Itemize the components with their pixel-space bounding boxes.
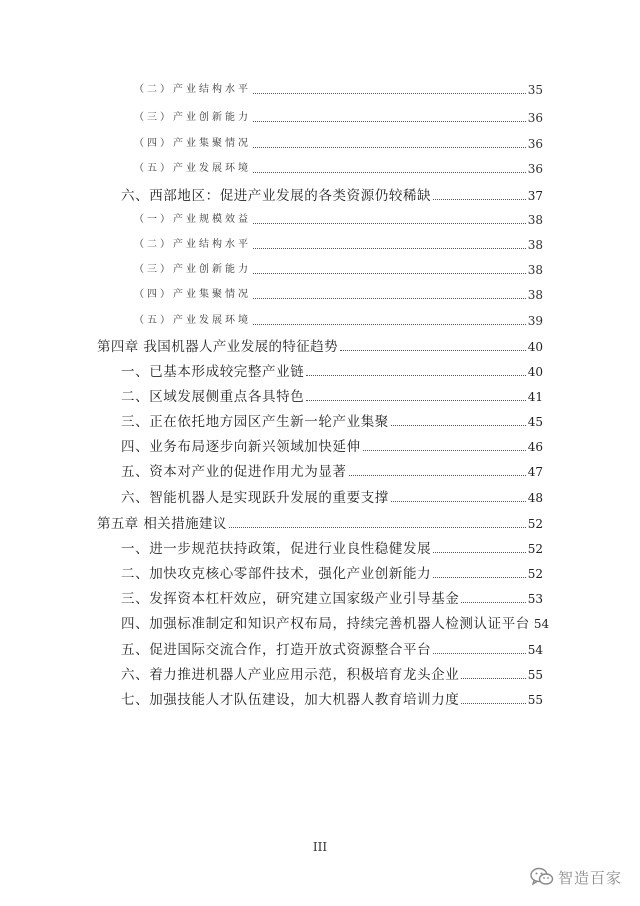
toc-entry-label: （二）产业结构水平 <box>134 84 251 95</box>
toc-entry <box>121 439 543 455</box>
toc-entry-label: 六、着力推进机器人产业应用示范，积极培育龙头企业 <box>121 667 460 683</box>
toc-leader-dots <box>433 652 526 654</box>
toc-entry-page: 36 <box>527 137 543 151</box>
toc-entry-label: （五）产业发展环境 <box>134 315 251 326</box>
toc-entry-page: 54 <box>533 617 550 631</box>
toc-entry-label: （五）产业发展环境 <box>134 163 251 174</box>
toc-leader-dots <box>340 349 526 351</box>
toc-entry-page: 39 <box>527 314 543 328</box>
toc-leader-dots <box>433 576 526 578</box>
toc-entry-label: 二、加快攻克核心零部件技术，强化产业创新能力 <box>121 566 432 582</box>
toc-leader-dots <box>253 297 526 299</box>
toc-entry-label: 七、加强技能人才队伍建设，加大机器人教育培训力度 <box>121 692 460 708</box>
toc-entry-label: 二、区域发展侧重点各具特色 <box>121 389 305 405</box>
toc-entry <box>134 313 543 329</box>
toc-entry <box>134 110 543 126</box>
toc-leader-dots <box>461 677 525 679</box>
toc-entry <box>97 516 543 532</box>
toc-entry <box>134 262 543 278</box>
toc-entry-page: 38 <box>527 213 543 227</box>
toc-entry-label: （四）产业集聚情况 <box>134 289 251 300</box>
toc-entry-label: （四）产业集聚情况 <box>134 138 251 149</box>
toc-entry-page: 55 <box>527 668 543 682</box>
toc-entry-label: （二）产业结构水平 <box>134 239 251 250</box>
page-number: III <box>312 840 328 854</box>
toc-entry-label: 第四章 我国机器人产业发展的特征趋势 <box>97 339 338 355</box>
toc-leader-dots <box>253 120 526 122</box>
toc-leader-dots <box>349 474 526 476</box>
toc-entry-page: 52 <box>527 567 543 581</box>
toc-entry <box>134 136 543 152</box>
toc-entry-label: 五、资本对产业的促进作用尤为显著 <box>121 464 347 480</box>
toc-entry <box>121 490 543 506</box>
toc-entry-page: 55 <box>527 693 543 707</box>
toc-entry-page: 36 <box>527 111 543 125</box>
wechat-icon <box>530 867 554 887</box>
toc-entry <box>134 82 543 98</box>
toc-entry-label: （一）产业规模效益 <box>134 214 251 225</box>
toc-entry-page: 40 <box>527 340 543 354</box>
toc-leader-dots <box>461 601 525 603</box>
toc-entry <box>121 642 543 658</box>
toc-entry <box>121 389 543 405</box>
toc-entry-page: 46 <box>527 440 543 454</box>
toc-entry-label: 六、西部地区：促进产业发展的各类资源仍较稀缺 <box>121 188 432 204</box>
toc-entry <box>121 541 543 557</box>
toc-entry-label: 四、加强标准制定和知识产权布局，持续完善机器人检测认证平台 <box>121 616 530 632</box>
toc-entry-page: 48 <box>527 491 543 505</box>
toc-entry-page: 53 <box>527 592 543 606</box>
toc-entry-page: 40 <box>527 365 543 379</box>
toc-leader-dots <box>253 171 526 173</box>
toc-entry <box>97 339 543 355</box>
toc-entry-page: 54 <box>527 643 543 657</box>
toc-entry-page: 38 <box>527 263 543 277</box>
toc-entry-page: 37 <box>527 189 543 203</box>
toc-leader-dots <box>391 500 526 502</box>
toc-leader-dots <box>433 198 526 200</box>
toc-leader-dots <box>253 146 526 148</box>
toc-leader-dots <box>253 272 526 274</box>
toc-entry-label: 三、发挥资本杠杆效应，研究建立国家级产业引导基金 <box>121 591 460 607</box>
toc-entry-label: （三）产业创新能力 <box>134 264 251 275</box>
toc-entry-label: 六、智能机器人是实现跃升发展的重要支撑 <box>121 490 389 506</box>
toc-entry <box>121 591 543 607</box>
toc-entry-page: 45 <box>527 415 543 429</box>
toc-entry-page: 38 <box>527 238 543 252</box>
toc-leader-dots <box>253 92 526 94</box>
toc-leader-dots <box>306 374 525 376</box>
toc-entry <box>134 237 543 253</box>
toc-entry-label: 四、业务布局逐步向新兴领域加快延伸 <box>121 439 361 455</box>
toc-entry <box>121 566 543 582</box>
toc-entry-page: 36 <box>527 162 543 176</box>
toc-leader-dots <box>253 222 526 224</box>
toc-entry-page: 47 <box>527 465 543 479</box>
toc-entry-page: 41 <box>527 390 543 404</box>
watermark-text: 智造百家 <box>558 868 623 887</box>
toc-entry <box>134 161 543 177</box>
toc-entry-label: （三）产业创新能力 <box>134 112 251 123</box>
toc-leader-dots <box>306 399 525 401</box>
watermark <box>530 866 622 888</box>
toc-leader-dots <box>363 449 526 451</box>
toc-entry-label: 一、已基本形成较完整产业链 <box>121 364 305 380</box>
toc-entry <box>121 692 543 708</box>
toc-entry <box>134 287 543 303</box>
toc-entry-label: 第五章 相关措施建议 <box>97 516 227 532</box>
toc-entry-label: 五、促进国际交流合作，打造开放式资源整合平台 <box>121 642 432 658</box>
toc-entry-label: 三、正在依托地方园区产生新一轮产业集聚 <box>121 414 389 430</box>
toc-entry <box>121 667 543 683</box>
toc-leader-dots <box>229 526 526 528</box>
toc-entry <box>121 464 543 480</box>
toc-leader-dots <box>253 323 526 325</box>
toc-entry-page: 52 <box>527 542 543 556</box>
toc-entry-label: 一、进一步规范扶持政策，促进行业良性稳健发展 <box>121 541 432 557</box>
toc-leader-dots <box>253 247 526 249</box>
toc-entry-page: 52 <box>527 517 543 531</box>
toc-leader-dots <box>461 702 525 704</box>
toc-entry-page: 35 <box>527 83 543 97</box>
toc-leader-dots <box>391 424 526 426</box>
toc-leader-dots <box>433 551 526 553</box>
toc-entry <box>121 414 543 430</box>
toc-entry <box>134 212 543 228</box>
toc-entry <box>121 616 550 632</box>
toc-entry-page: 38 <box>527 288 543 302</box>
toc-entry <box>121 188 543 204</box>
toc-entry <box>121 364 543 380</box>
